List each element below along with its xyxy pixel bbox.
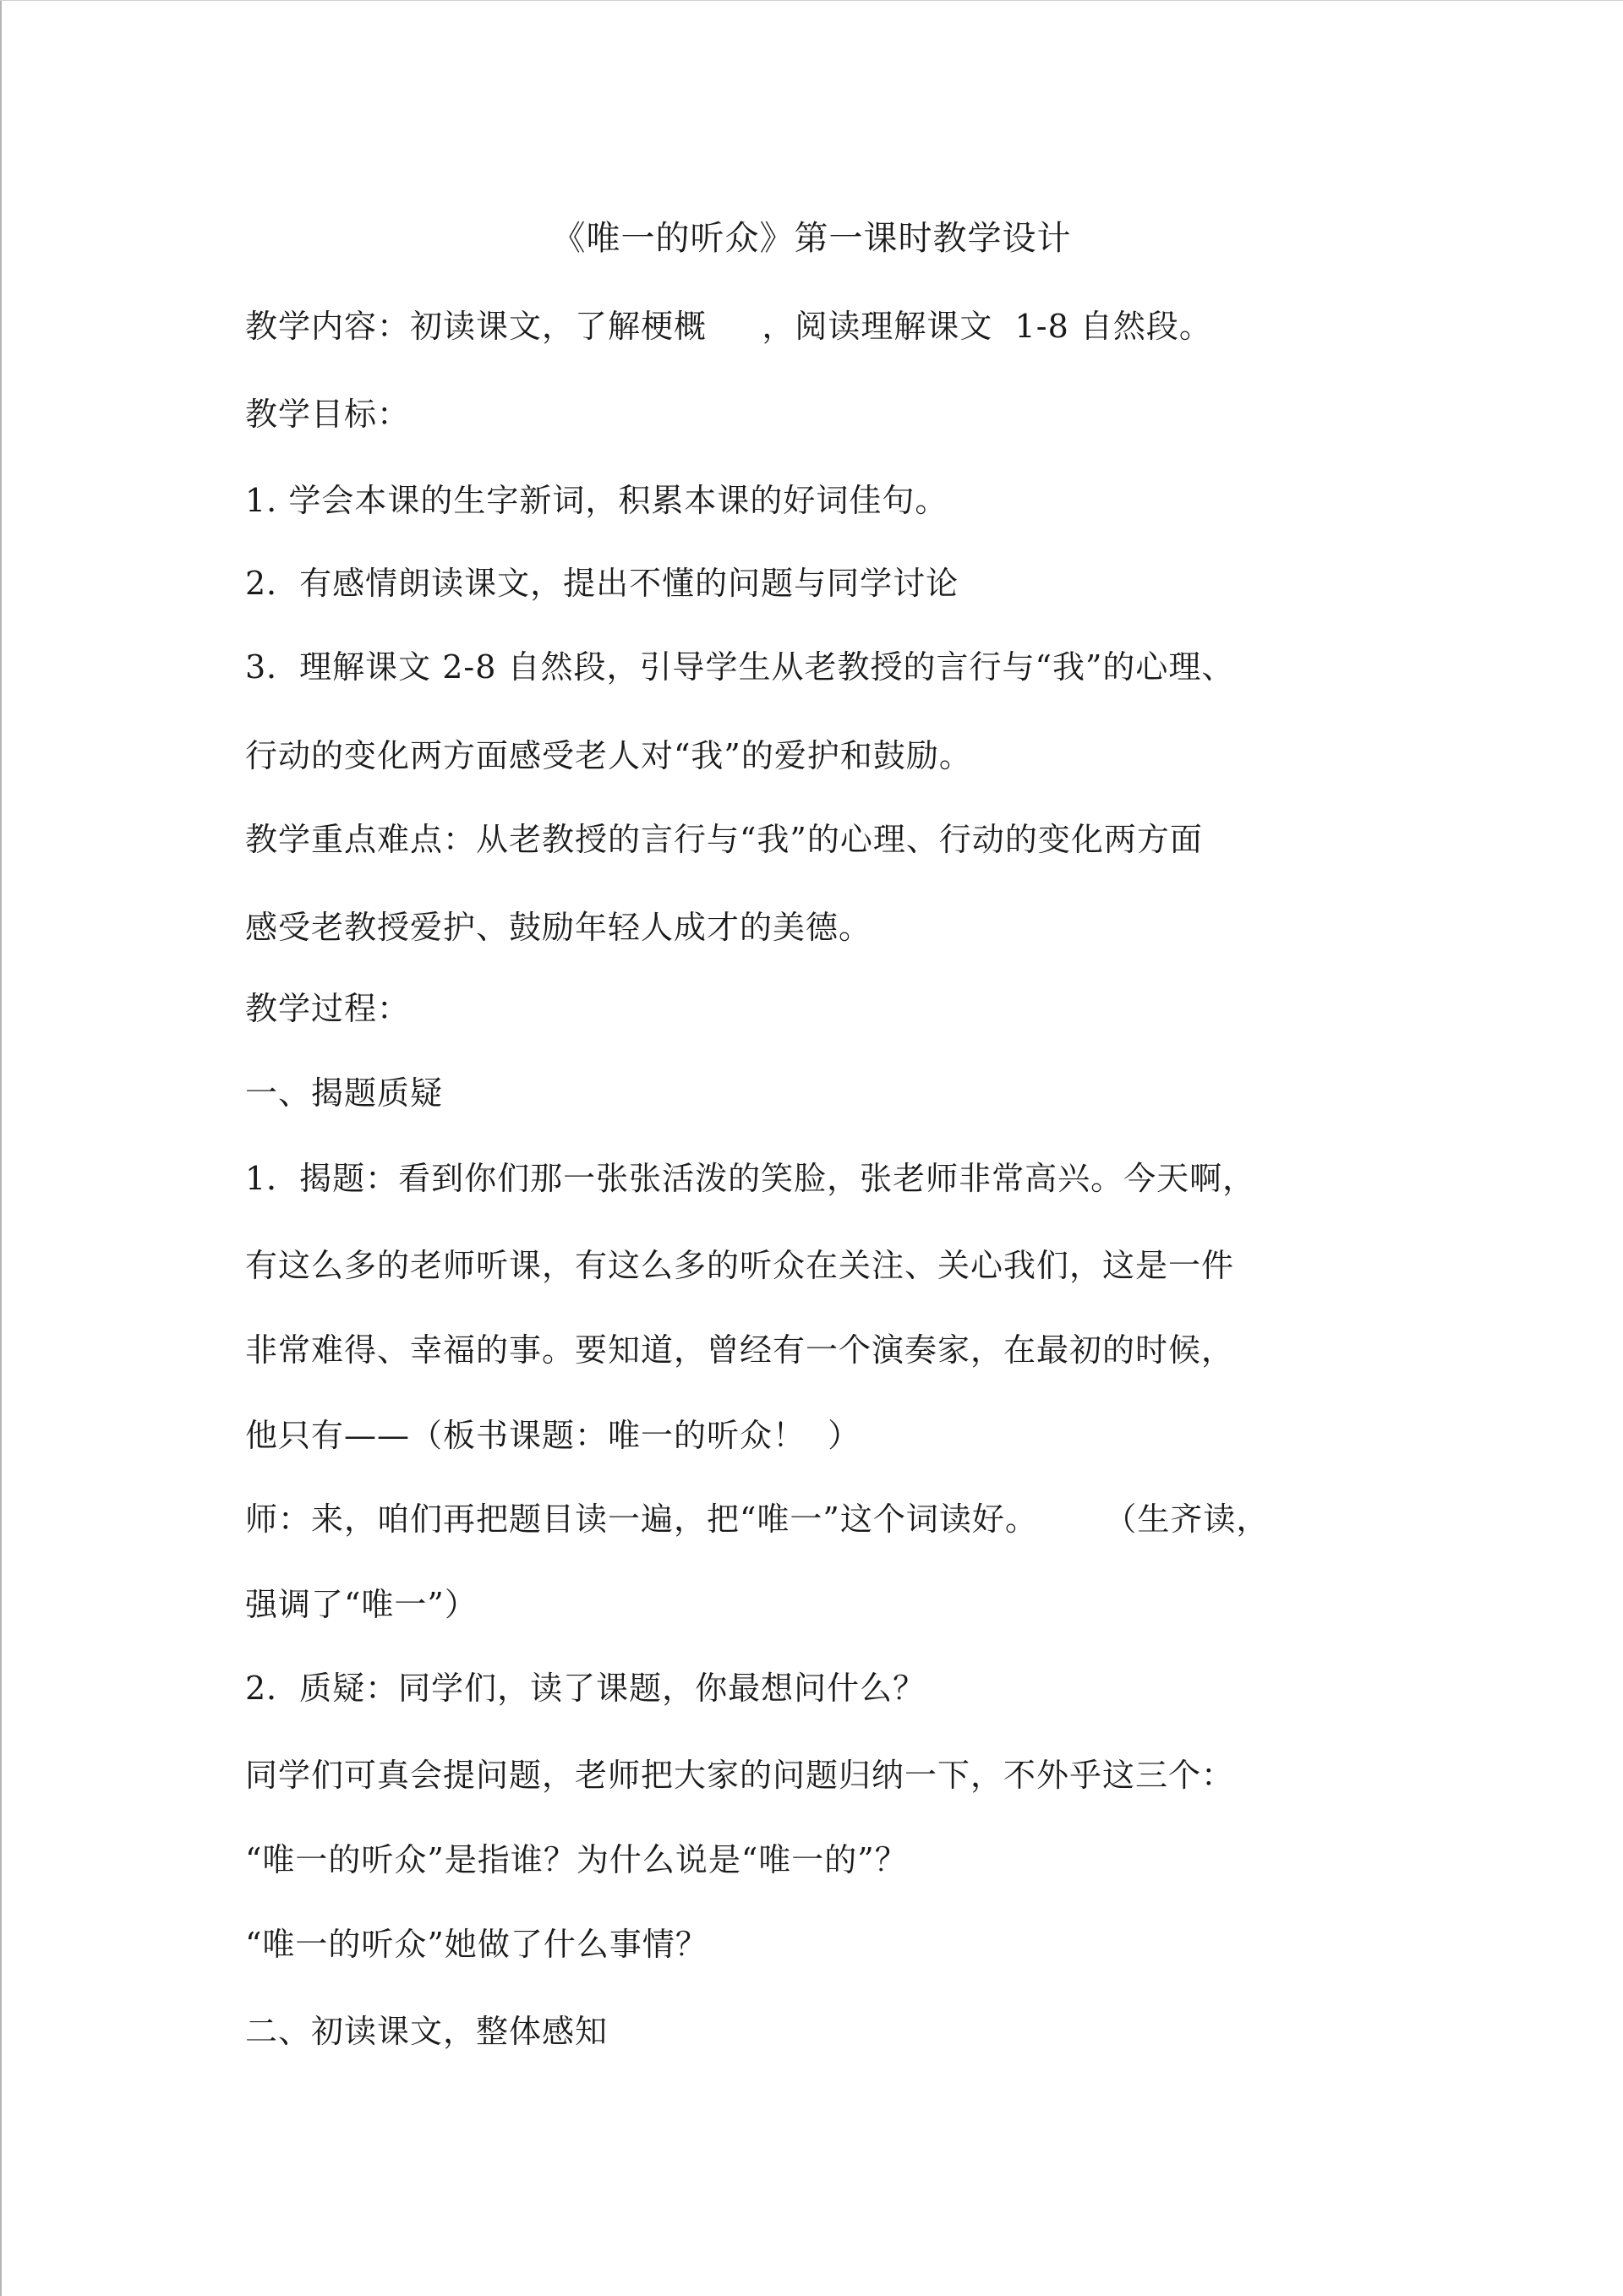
paragraph-line: “唯一的听众”是指谁？为什么说是“唯一的”？ xyxy=(245,1841,908,1878)
teaching-content-line: 教学内容：初读课文，了解梗概 ，阅读理解课文 1-8 自然段。 xyxy=(245,308,1212,345)
paragraph-line: 他只有——（板书课题：唯一的听众！ ） xyxy=(245,1417,861,1454)
paragraph-line: 非常难得、幸福的事。要知道，曾经有一个演奏家，在最初的时候， xyxy=(245,1331,1235,1369)
paragraph-line: 强调了“唯一”） xyxy=(245,1586,478,1623)
paragraph-line: 2．质疑：同学们，读了课题，你最想问什么？ xyxy=(245,1670,926,1707)
document-title: 《唯一的听众》第一课时教学设计 xyxy=(551,219,1072,258)
key-difficulty-line: 教学重点难点：从老教授的言行与“我”的心理、行动的变化两方面 xyxy=(245,821,1203,858)
goal-item-1: 1. 学会本课的生字新词，积累本课的好词佳句。 xyxy=(245,482,948,519)
paragraph-line: “唯一的听众”她做了什么事情？ xyxy=(245,1926,708,1963)
teaching-goals-heading: 教学目标： xyxy=(245,396,411,433)
paragraph-line: 有这么多的老师听课，有这么多的听众在关注、关心我们，这是一件 xyxy=(245,1247,1235,1284)
key-difficulty-continued: 感受老教授爱护、鼓励年轻人成才的美德。 xyxy=(245,909,872,946)
goal-item-3: 3．理解课文 2-8 自然段，引导学生从老教授的言行与“我”的心理、 xyxy=(245,648,1235,686)
paragraph-line: 同学们可真会提问题，老师把大家的问题归纳一下，不外乎这三个： xyxy=(245,1757,1235,1794)
page-border-left xyxy=(0,0,2,2296)
goal-item-3-continued: 行动的变化两方面感受老人对“我”的爱护和鼓励。 xyxy=(245,737,972,774)
paragraph-line: 师：来，咱们再把题目读一遍，把“唯一”这个词读好。 （生齐读， xyxy=(245,1501,1270,1538)
section-heading-2: 二、初读课文，整体感知 xyxy=(245,2013,609,2050)
goal-item-2: 2．有感情朗读课文，提出不懂的问题与同学讨论 xyxy=(245,565,959,602)
teaching-process-heading: 教学过程： xyxy=(245,990,411,1027)
page-border-top xyxy=(0,0,1623,1)
section-heading-1: 一、揭题质疑 xyxy=(245,1074,444,1112)
paragraph-line: 1．揭题：看到你们那一张张活泼的笑脸，张老师非常高兴。今天啊， xyxy=(245,1160,1256,1197)
